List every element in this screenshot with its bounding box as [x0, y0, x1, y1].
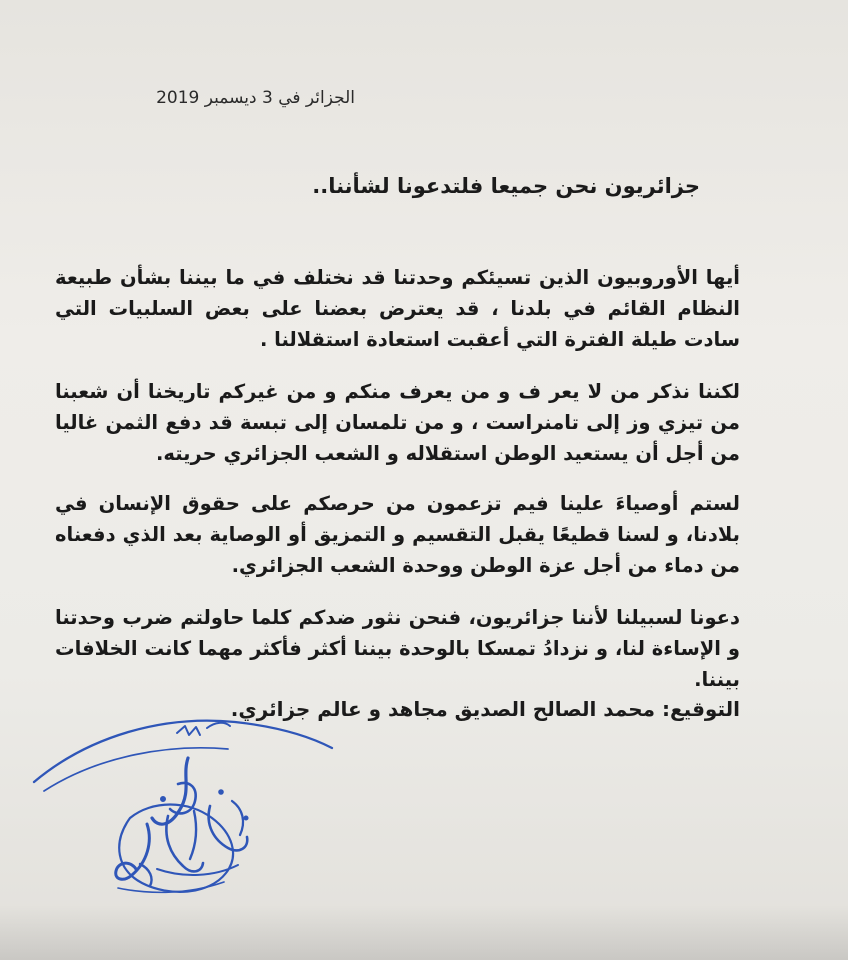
signature-line: التوقيع: محمد الصالح الصديق مجاهد و عالم جزائري.: [230, 697, 740, 721]
paragraph-3: لستم أوصياءَ علينا فيم تزعمون من حرصكم على حقوق الإنسان في بلادنا، و لسنا قطيعًا يقبل التقسيم و التمزيق أو الوصاية بعد الذي دفعناه من دماء من أجل عزة الوطن ووحدة الشعب الجزائري.: [55, 492, 740, 577]
paragraph-1: أيها الأوروبيون الذين تسيئكم وحدتنا قد نختلف في ما بيننا بشأن طبيعة النظام القائم في بلدنا ، قد يعترض بعضنا على بعض السلبيات التي سادت طيلة الفترة التي أعقبت استعادة استقلالنا .: [55, 266, 740, 351]
page-shadow: [0, 905, 848, 960]
handwritten-signature: [20, 700, 350, 910]
letter-date: الجزائر في 3 ديسمبر 2019: [156, 88, 355, 108]
paragraph-4: دعونا لسبيلنا لأننا جزائريون، فنحن نثور ضدكم كلما حاولتم ضرب وحدتنا و الإساءة لنا، و نزدادُ تمسكا بالوحدة بيننا أكثر فأكثر مهما كانت الخلافات بيننا.: [55, 606, 740, 691]
letter-salutation: جزائريون نحن جميعا فلتدعونا لشأننا..: [312, 174, 700, 198]
paragraph-2: لكننا نذكر من لا يعر ف و من يعرف منكم و من غيركم تاريخنا أن شعبنا من تيزي وز إلى تامنراست ، و من تلمسان إلى تبسة قد دفع الثمن غاليا من أجل أن يستعيد الوطن استقلاله و الشعب الجزائري حريته.: [55, 380, 740, 465]
